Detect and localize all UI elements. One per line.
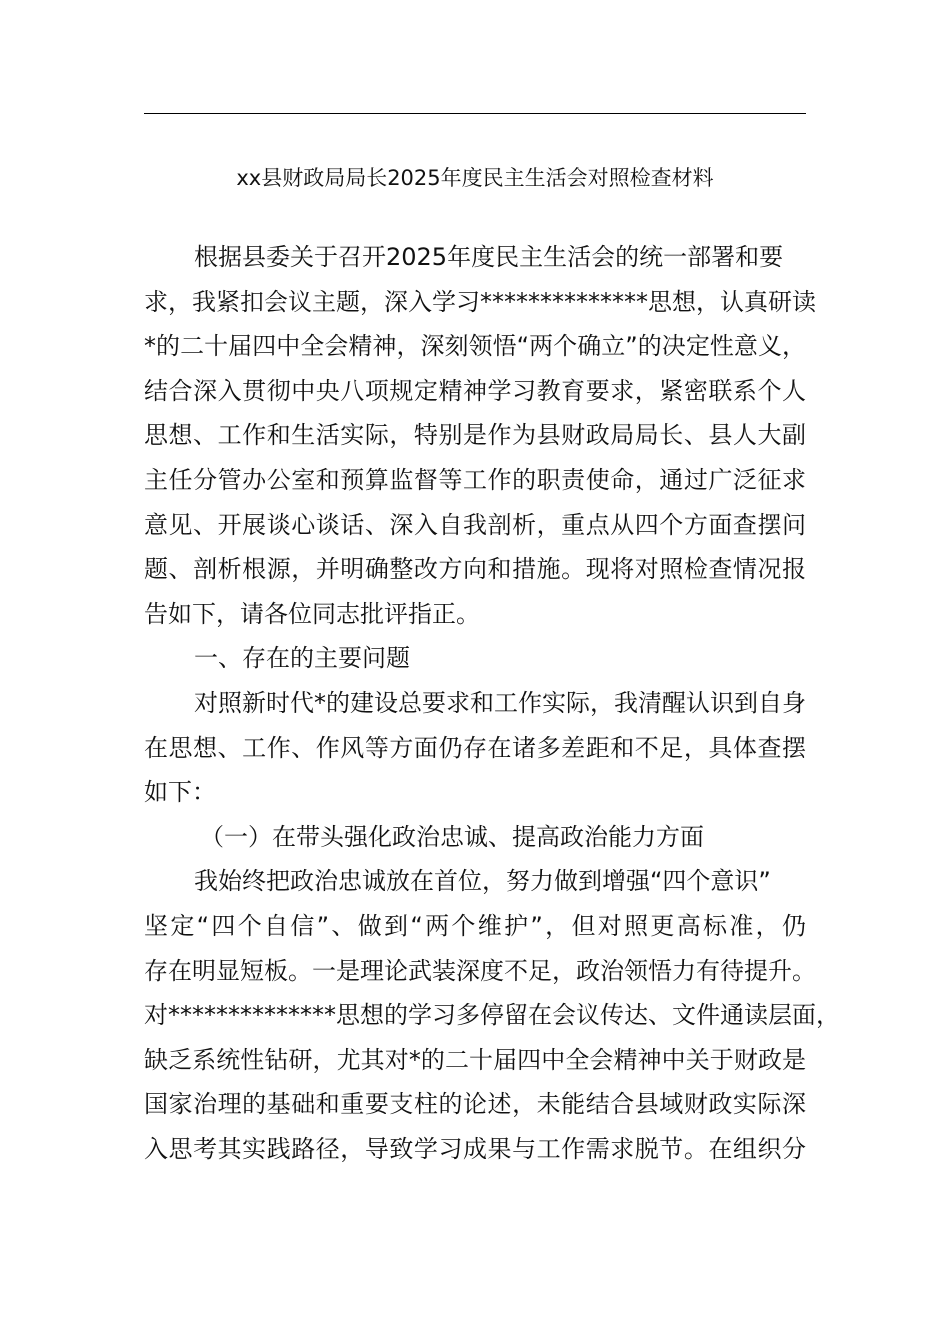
paragraph-line: 坚定“四个自信”、做到“两个维护”，但对照更高标准，仍 [144,911,806,940]
paragraph-line: 告如下，请各位同志批评指正。 [144,599,480,628]
paragraph-line: 根据县委关于召开2025年度民主生活会的统一部署和要 [194,243,784,271]
paragraph-line: 对**************思想的学习多停留在会议传达、文件通读层面， [144,1001,840,1030]
paragraph-line: 缺乏系统性钻研，尤其对*的二十届四中全会精神中关于财政是 [144,1045,806,1074]
paragraph-line: 如下： [144,778,216,807]
paragraph-line: 意见、开展谈心谈话、深入自我剖析，重点从四个方面查摆问 [144,510,806,539]
paragraph-line: *的二十届四中全会精神，深刻领悟“两个确立”的决定性意义， [144,332,806,361]
header-rule [144,113,806,114]
subsection-heading: （一）在带头强化政治忠诚、提高政治能力方面 [200,822,704,851]
paragraph-line: 国家治理的基础和重要支柱的论述，未能结合县域财政实际深 [144,1090,806,1119]
paragraph-line: 在思想、工作、作风等方面仍存在诸多差距和不足，具体查摆 [144,733,806,762]
section-heading: 一、存在的主要问题 [194,644,410,673]
paragraph-line: 存在明显短板。一是理论武装深度不足，政治领悟力有待提升。 [144,956,816,985]
document-title: xx县财政局局长2025年度民主生活会对照检查材料 [236,166,714,190]
paragraph-line: 思想、工作和生活实际，特别是作为县财政局局长、县人大副 [144,421,806,450]
paragraph-line: 入思考其实践路径，导致学习成果与工作需求脱节。在组织分 [144,1134,806,1163]
paragraph-line: 对照新时代*的建设总要求和工作实际，我清醒认识到自身 [194,688,806,717]
paragraph-line: 结合深入贯彻中央八项规定精神学习教育要求，紧密联系个人 [144,376,806,405]
paragraph-line: 我始终把政治忠诚放在首位，努力做到增强“四个意识” [194,867,771,896]
paragraph-line: 主任分管办公室和预算监督等工作的职责使命，通过广泛征求 [144,465,806,494]
document-body [144,235,840,1171]
paragraph-line: 题、剖析根源，并明确整改方向和措施。现将对照检查情况报 [144,555,806,584]
paragraph-line: 求，我紧扣会议主题，深入学习**************思想，认真研读 [144,287,816,316]
